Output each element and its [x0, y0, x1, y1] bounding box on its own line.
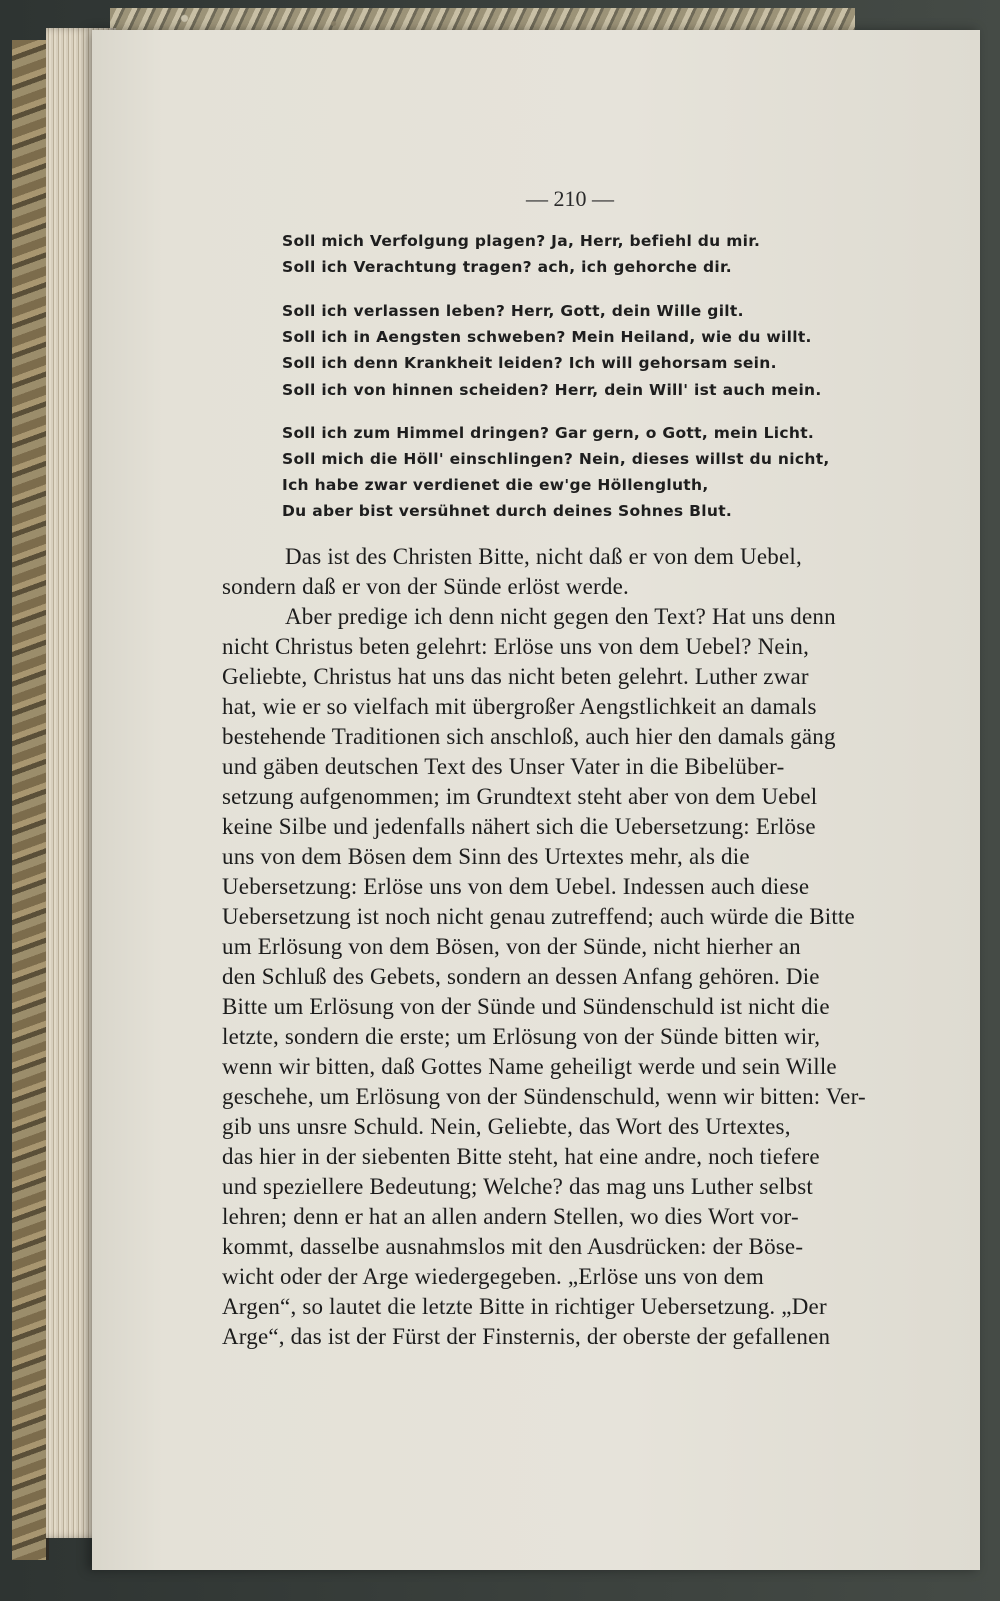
verse-line: Du aber bist versühnet durch deines Sohnes Blut.	[282, 502, 733, 520]
prose-line: Uebersetzung: Erlöse uns von dem Uebel. Indessen auch diese	[222, 874, 810, 899]
page-number: — 210 —	[526, 186, 614, 211]
prose-line: wenn wir bitten, daß Gottes Name geheiligt werde und sein Wille	[222, 1054, 837, 1079]
verse-line: Soll ich von hinnen scheiden? Herr, dein Will' ist auch mein.	[282, 381, 822, 399]
prose-line: letzte, sondern die erste; um Erlösung von der Sünde bitten wir,	[222, 1024, 821, 1049]
prose-line: Aber predige ich denn nicht gegen den Text? Hat uns denn	[285, 604, 836, 629]
prose-line: nicht Christus beten gelehrt: Erlöse uns von dem Uebel? Nein,	[222, 634, 810, 659]
prose-line: Uebersetzung ist noch nicht genau zutreffend; auch würde die Bitte	[222, 904, 855, 929]
prose-line: sondern daß er von der Sünde erlöst werde.	[222, 574, 629, 599]
prose-line: Arge“, das ist der Fürst der Finsternis, der oberste der gefallenen	[222, 1324, 831, 1349]
verse-line: Soll mich Verfolgung plagen? Ja, Herr, befiehl du mir.	[282, 232, 761, 250]
prose-line: Argen“, so lautet die letzte Bitte in richtiger Uebersetzung. „Der	[222, 1294, 827, 1319]
prose-line: geschehe, um Erlösung von der Sündenschuld, wenn wir bitten: Ver-	[222, 1084, 866, 1109]
prose-line: setzung aufgenommen; im Grundtext steht aber von dem Uebel	[222, 784, 818, 809]
prose-line: wicht oder der Arge wiedergegeben. „Erlöse uns von dem	[222, 1264, 764, 1289]
prose-line: hat, wie er so vielfach mit übergroßer Aengstlichkeit an damals	[222, 694, 817, 719]
verse-line: Soll ich denn Krankheit leiden? Ich will gehorsam sein.	[282, 354, 777, 372]
verse-line: Soll ich verlassen leben? Herr, Gott, dein Wille gilt.	[282, 302, 744, 320]
prose-line: lehren; denn er hat an allen andern Stellen, wo dies Wort vor-	[222, 1204, 799, 1229]
prose-line: uns von dem Bösen dem Sinn des Urtextes mehr, als die	[222, 844, 750, 869]
prose-line: Geliebte, Christus hat uns das nicht beten gelehrt. Luther zwar	[222, 664, 809, 689]
prose-line: und gäben deutschen Text des Unser Vater in die Bibelüber-	[222, 754, 785, 779]
prose-line: bestehende Traditionen sich anschloß, auch hier den damals gäng	[222, 724, 836, 749]
marbled-cover-spine	[12, 40, 49, 1560]
verse-line: Soll ich in Aengsten schweben? Mein Heiland, wie du willt.	[282, 328, 812, 346]
prose-line: den Schluß des Gebets, sondern an dessen Anfang gehören. Die	[222, 964, 820, 989]
prose-line: Bitte um Erlösung von der Sünde und Sündenschuld ist nicht die	[222, 994, 830, 1019]
verse-line: Ich habe zwar verdienet die ew'ge Höllengluth,	[282, 476, 709, 494]
prose-line: Das ist des Christen Bitte, nicht daß er von dem Uebel,	[285, 544, 802, 569]
prose-line: und speziellere Bedeutung; Welche? das mag uns Luther selbst	[222, 1174, 813, 1199]
verse-line: Soll mich die Höll' einschlingen? Nein, dieses willst du nicht,	[282, 450, 830, 468]
prose-line: um Erlösung von dem Bösen, von der Sünde, nicht hierher an	[222, 934, 801, 959]
prose-line: kommt, dasselbe ausnahmslos mit den Ausdrücken: der Böse-	[222, 1234, 804, 1259]
verse-line: Soll ich Verachtung tragen? ach, ich gehorche dir.	[282, 258, 732, 276]
verse-line: Soll ich zum Himmel dringen? Gar gern, o Gott, mein Licht.	[282, 424, 815, 442]
prose-line: das hier in der siebenten Bitte steht, hat eine andre, noch tiefere	[222, 1144, 820, 1169]
prose-line: gib uns unsre Schuld. Nein, Geliebte, das Wort des Urtextes,	[222, 1114, 791, 1139]
prose-line: keine Silbe und jedenfalls nähert sich die Uebersetzung: Erlöse	[222, 814, 816, 839]
